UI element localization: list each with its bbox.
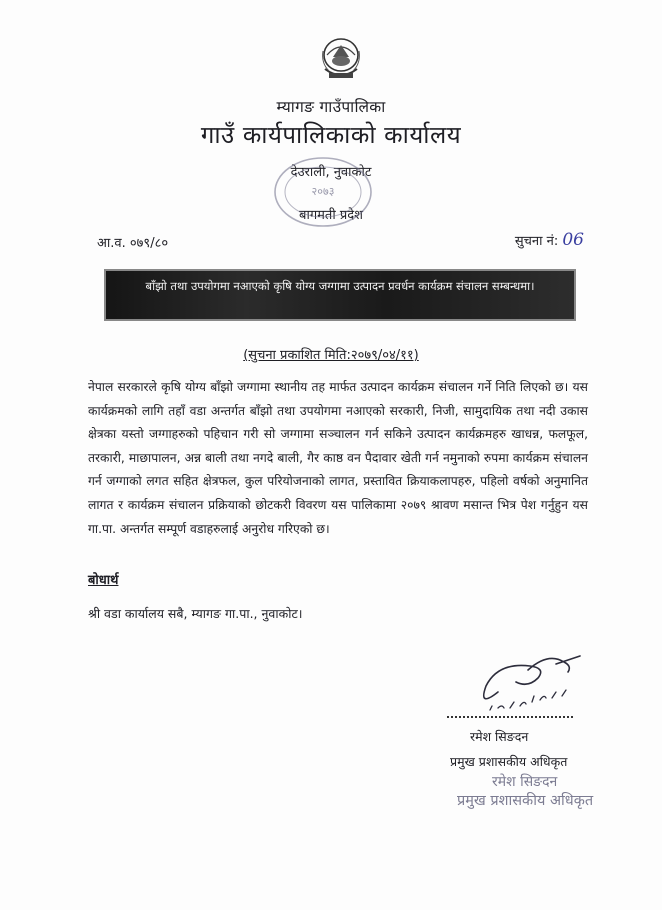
title-stamp: प्रमुख प्रशासकीय अधिकृत (457, 793, 594, 809)
cc-recipients: श्री वडा कार्यालय सबै, म्यागङ गा.पा., नुवाकोट। (88, 606, 303, 621)
nepal-emblem-icon (317, 33, 365, 85)
office-title: गाउँ कार्यपालिकाको कार्यालय (200, 121, 462, 149)
notice-number-label: सुचना नं: (514, 234, 559, 249)
svg-text:२०७३: २०७३ (311, 185, 335, 198)
notice-number (515, 230, 584, 250)
notice-body: नेपाल सरकारले कृषि योग्य बाँझो जग्गामा स्थानीय तह मार्फत उत्पादन कार्यक्रम संचालन गर्ने निति लिएको छ। यस कार्यक्रमको लागि तहाँ वडा अन्तर्गत बाँझो तथा उपयोगमा नआएको सरकारी, निजी, सामुदायिक तथा नदी उकास क्षेत्रका यस्तो जग्गाहरुको पहिचान गरी सो जग्गामा सञ्चालन गर्न सकिने उत्पादन कार्यक्रमहरु खाधन्न, फलफूल, तरकारी, माछापालन, अन्न बाली तथा नगदे बाली, गैर काष्ठ वन पैदावार खेती गर्न नमुनाको रुपमा कार्यक्रम संचालन गर्न जग्गाको लगत सहित क्षेत्रफल, कुल परियोजनाको लागत, प्रस्तावित क्रियाकलापहरु, पहिलो वर्षको अनुमानित लागत र कार्यक्रम संचालन प्रक्रियाको छोटकरी विवरण यस पालिकामा २०७९ श्रावण मसान्त भित्र पेश गर्नुहुन यस गा.पा. अन्तर्गत सम्पूर्ण वडाहरुलाई अनुरोध गरिएको छ। (88, 380, 588, 536)
fiscal-year: आ.व. ०७९/८० (97, 236, 169, 251)
signatory-title: प्रमुख प्रशासकीय अधिकृत (450, 754, 568, 769)
cc-heading: बोधार्थ (88, 573, 119, 588)
handwritten-signature (468, 648, 598, 718)
subject-banner: बाँझो तथा उपयोगमा नआएको कृषि योग्य जग्गामा उत्पादन प्रवर्धन कार्यक्रम संचालन सम्बन्धमा। (104, 269, 576, 321)
office-seal-stamp (268, 152, 378, 232)
notice-number-value: 06 (562, 230, 584, 250)
published-date-text: (सुचना प्रकाशित मिति:२०७९/०४/११) (243, 348, 419, 363)
name-stamp: रमेश सिङदन (492, 774, 558, 790)
signatory-name: रमेश सिङदन (470, 729, 529, 744)
office-address: देउराली, नुवाकोट (290, 165, 372, 180)
province-name: बागमती प्रदेश (299, 208, 363, 223)
municipality-name: म्यागङ गाउँपालिका (276, 98, 386, 116)
published-date (0, 345, 662, 363)
signature-line (447, 716, 573, 718)
